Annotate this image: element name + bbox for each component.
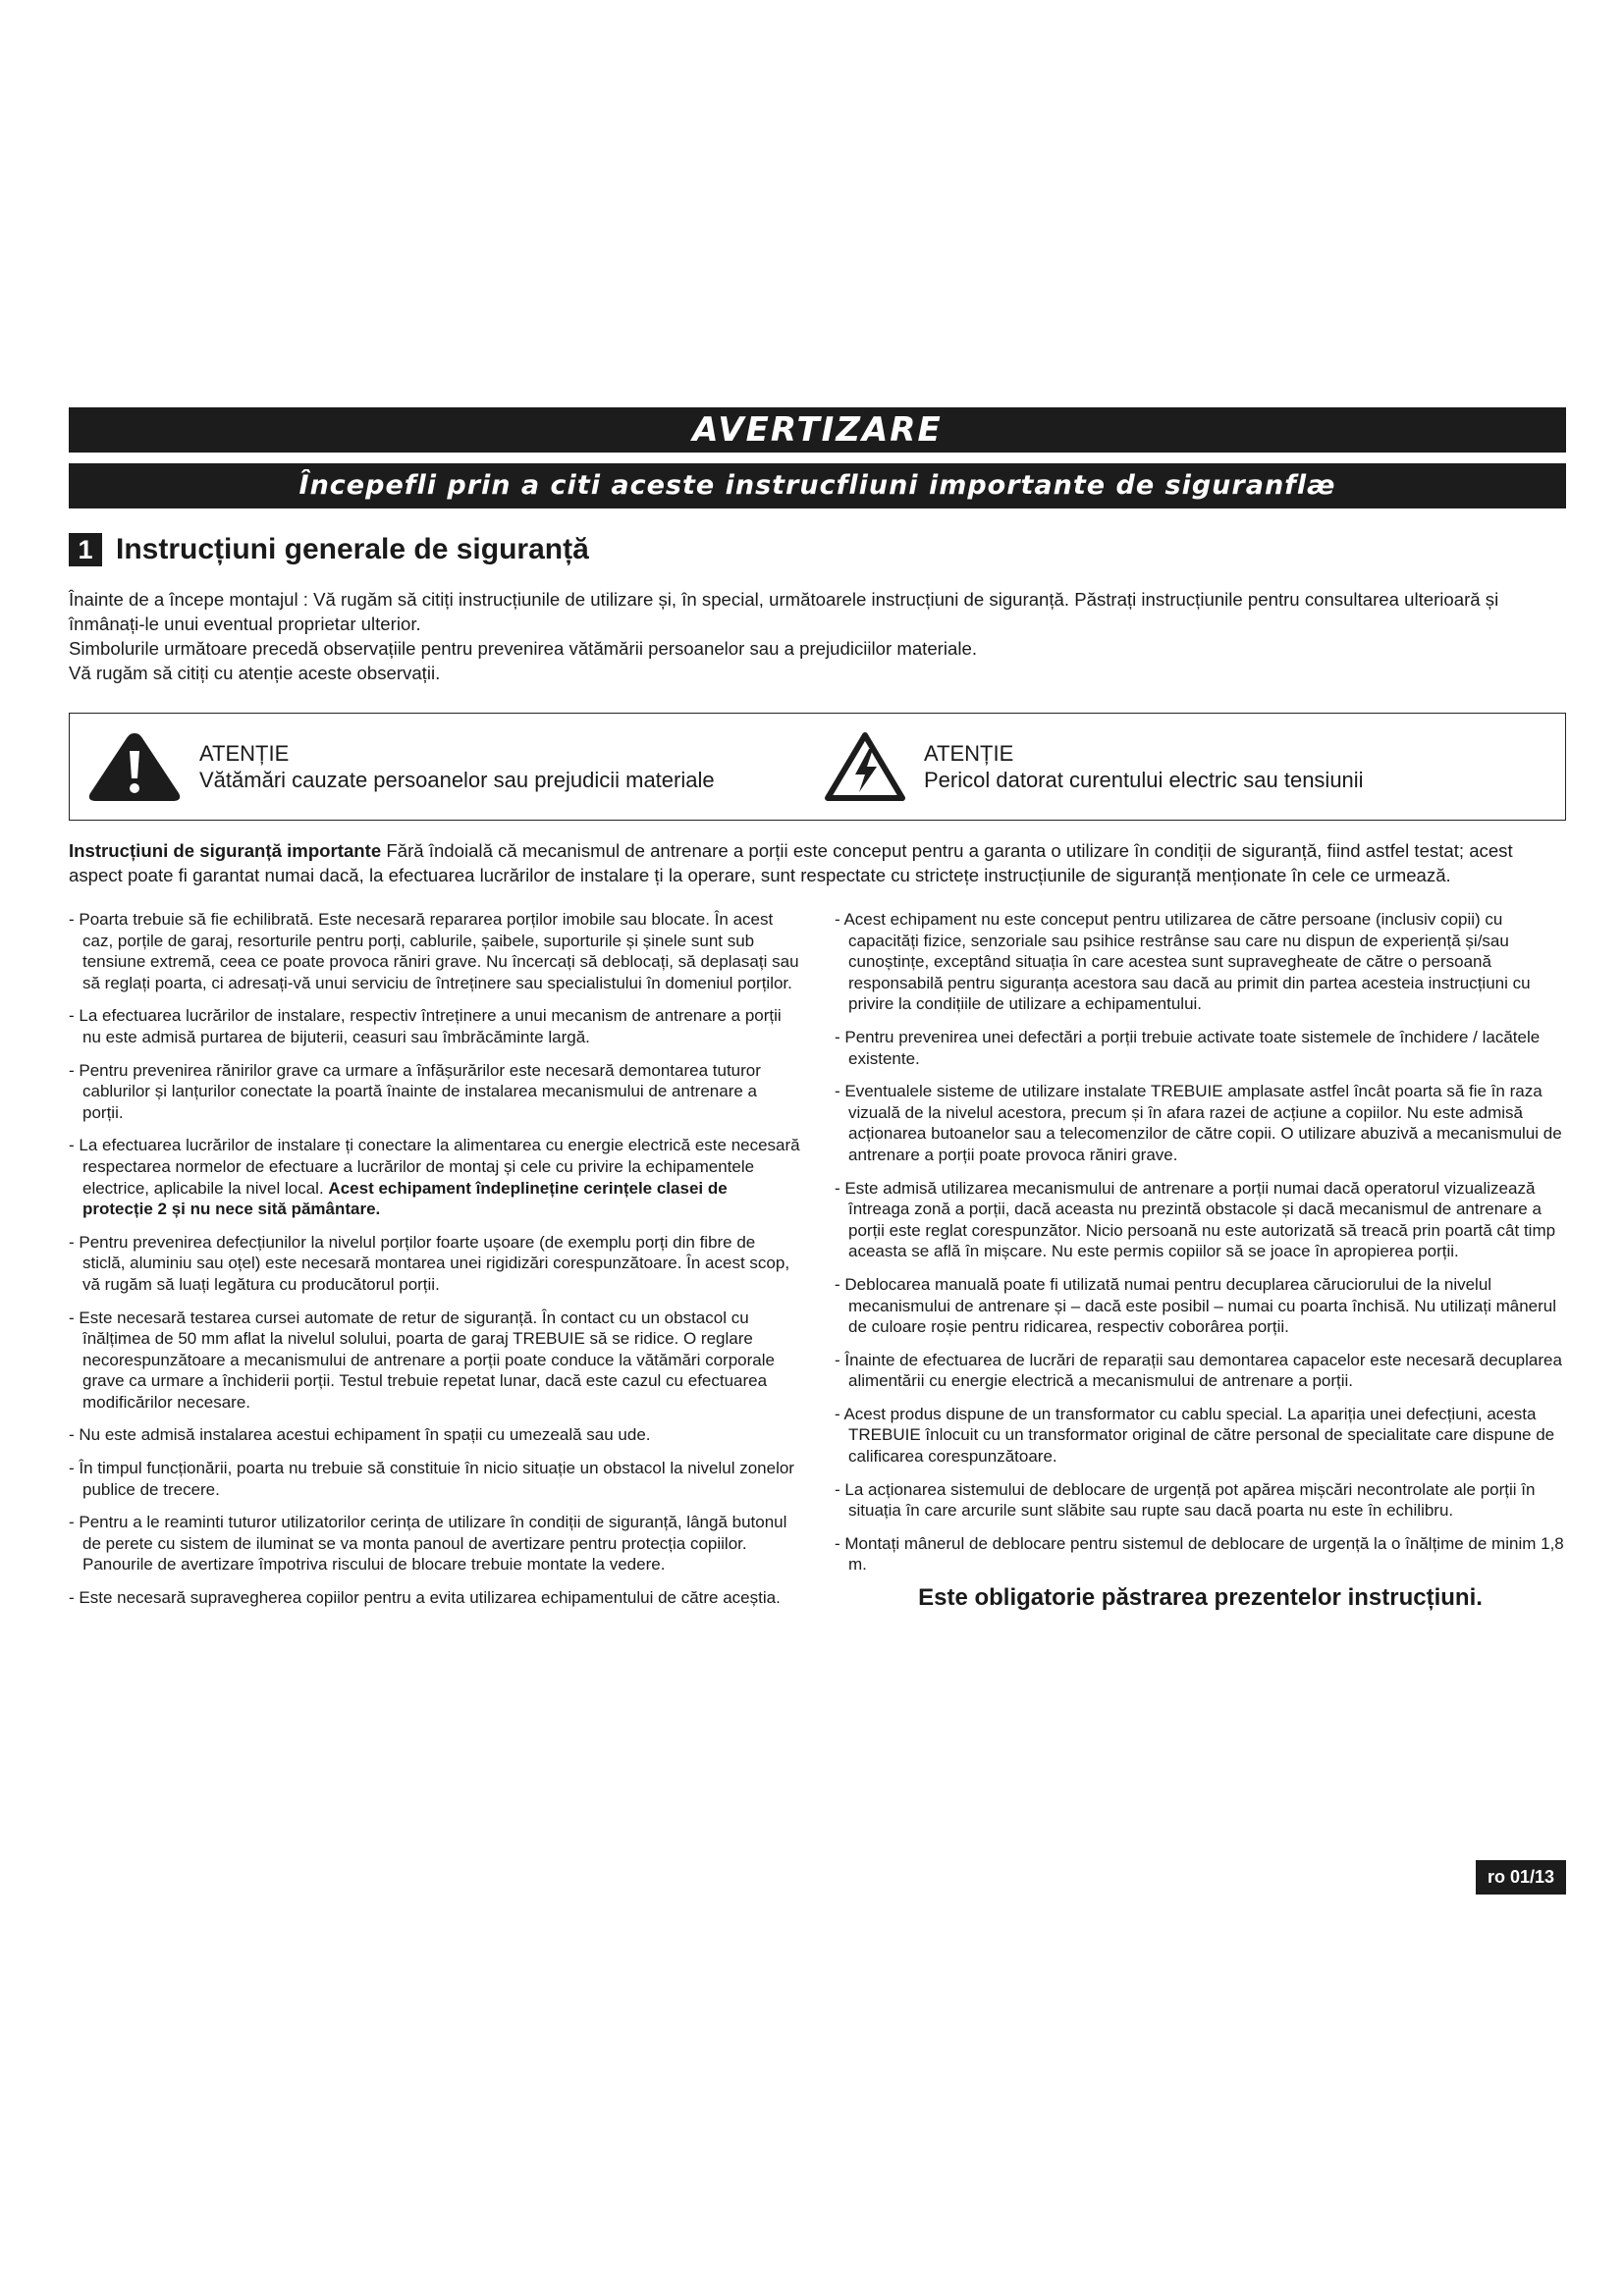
warning-electric-label: ATENȚIE <box>924 741 1014 766</box>
important-text: Fără îndoială că mecanismul de antrenare a porții este conceput pentru a garanta o utilizare în condiții de siguranță, fiind astfel testat; acest aspect poate fi garantat numai dacă, la efectuarea lucrărilor de instalare ți la operare, sunt respectate cu strictețe instrucțiunile de siguranță menționate în cele ce urmează. <box>69 840 1513 885</box>
warning-general-label: ATENȚIE <box>199 741 290 766</box>
list-item: - Montați mânerul de deblocare pentru sistemul de deblocare de urgență la o înălțime de minim 1,8 m. <box>835 1533 1564 1575</box>
list-item: - Pentru a le reaminti tuturor utilizatorilor cerința de utilizare în condiții de siguranță, lângă butonul de perete cu sistem de iluminat se va monta panoul de avertizare pentru protecția copiilor. Panourile de avertizare împotriva riscului de blocare trebuie montate la vedere. <box>69 1513 787 1575</box>
left-column <box>69 909 800 1621</box>
list-item: - Pentru prevenirea rănirilor grave ca urmare a înfășurărilor este necesară demontarea tuturor cablurilor și lanțurilor conectate la poartă înainte de instalarea mecanismului de antrenare a porții. <box>69 1060 761 1122</box>
list-item: - La acționarea sistemului de deblocare de urgență pot apărea mișcări necontrolate ale porții în situația în care arcurile sunt slăbite sau rupte sau dacă poarta nu este în echilibru. <box>835 1479 1536 1521</box>
warning-electric <box>824 731 1364 802</box>
exclamation-triangle-icon <box>87 731 182 802</box>
intro-paragraph-1: Înainte de a începe montajul : Vă rugăm să citiți instrucțiunile de utilizare și, în special, următoarele instrucțiuni de siguranță. Păstrați instrucțiunile pentru consultarea ulterioară și înmânați-le unui eventual proprietar ulterior. <box>69 589 1499 634</box>
intro-text <box>69 587 1566 685</box>
list-item: - Este necesară testarea cursei automate de retur de siguranță. În contact cu un obstacol cu înălțimea de 50 mm aflat la nivelul solului, poarta de garaj TREBUIE să se ridice. O reglare necorespunzătoare a mecanismului de antrenare a porții poate conduce la vătămări corporale grave ca urmare a închiderii porții. Testul trebuie repetat lunar, dacă este cazul cu efectuarea modificărilor necesare. <box>69 1308 775 1412</box>
section-title: Instrucțiuni generale de siguranță <box>116 533 589 565</box>
intro-paragraph-2: Simbolurile următoare precedă observațiile pentru prevenirea vătămării persoanelor sau a prejudiciilor materiale. <box>69 638 977 659</box>
important-lead: Instrucțiuni de siguranță importante <box>69 840 382 861</box>
important-instructions <box>69 838 1566 887</box>
list-item: - Este admisă utilizarea mecanismului de antrenare a porții numai dacă operatorul vizualizează întreaga zonă a porții, dacă aceasta nu prezintă obstacole și dacă mecanismul de antrenare a porții este reglat corespunzător. Nicio persoană nu este autorizată să treacă prin poartă cât timp aceasta se află în mișcare. Nu este permis copiilor să se joace în apropierea porții. <box>835 1178 1556 1261</box>
list-item: - Eventualele sisteme de utilizare instalate TREBUIE amplasate astfel încât poarta să fie în raza vizuală de la nivelul acestora, precum și în afara razei de acțiune a copiilor. Nu este admisă acționarea butoanelor sau a telecomenzilor de către copii. O utilizare abuzivă a mecanismului de antrenare a porții poate provoca răniri grave. <box>835 1082 1562 1164</box>
intro-paragraph-3: Vă rugăm să citiți cu atenție aceste observații. <box>69 663 441 683</box>
page-number: ro 01/13 <box>1476 1860 1566 1895</box>
lightning-triangle-icon <box>824 731 906 802</box>
list-item <box>69 1135 800 1219</box>
section-number: 1 <box>69 533 102 566</box>
warning-subtitle-bar: Începefli prin a citi aceste instrucfliuni importante de siguranflæ <box>69 463 1566 508</box>
list-item: - Înainte de efectuarea de lucrări de reparații sau demontarea capacelor este necesară decuplarea alimentării cu energie electrică a mecanismului de antrenare a porții. <box>835 1350 1562 1391</box>
list-item-bold: Acest echipament îndeplineține cerințele clasei de protecție 2 și nu nece sită pământare. <box>82 1178 728 1219</box>
list-item: - Nu este admisă instalarea acestui echipament în spații cu umezeală sau ude. <box>69 1425 651 1445</box>
list-item: - Poarta trebuie să fie echilibrată. Este necesară repararea porților imobile sau blocate. În acest caz, porțile de garaj, resorturile pentru porți, cablurile, șaibele, suporturile și șinele sunt sub tensiune extremă, ceea ce poate provoca răniri grave. Nu încercați să deblocați, să deplasați sau să reglați poarta, ci adresați-vă unui serviciu de întreținere sau specialistului în domeniul porților. <box>69 910 799 992</box>
list-item-text: - La efectuarea lucrărilor de instalare ți conectare la alimentarea cu energie electrică este necesară respectarea normelor de efectuare a lucrărilor de montaj și cele cu privire la echipamentele electrice, aplicabile la nivel local. <box>69 1136 800 1198</box>
list-item: - Pentru prevenirea defecțiunilor la nivelul porților foarte ușoare (de exemplu porți din fibre de sticlă, aluminiu sau oțel) este necesară montarea unei rigidizări corespunzătoare. În acest scop, vă rugăm să luați legătura cu producătorul porții. <box>69 1232 790 1294</box>
list-item: - Este necesară supravegherea copiilor pentru a evita utilizarea echipamentului de către aceștia. <box>69 1588 781 1608</box>
list-item: - În timpul funcționării, poarta nu trebuie să constituie în nicio situație un obstacol la nivelul zonelor publice de trecere. <box>69 1459 794 1499</box>
section-heading <box>69 528 1566 571</box>
list-item: - Pentru prevenirea unei defectări a porții trebuie activate toate sistemele de închidere / lacătele existente. <box>835 1027 1541 1068</box>
warning-title-bar: AVERTIZARE <box>69 407 1566 453</box>
warning-electric-text: Pericol datorat curentului electric sau tensiunii <box>924 768 1364 792</box>
list-item: - Deblocarea manuală poate fi utilizată numai pentru decuplarea căruciorului de la nivelul mecanismului de antrenare și – dacă este posibil – numai cu poarta închisă. Nu utilizați mânerul de culoare roșie pentru ridicarea, respectiv coborârea porții. <box>835 1274 1556 1337</box>
warning-general-text: Vătămări cauzate persoanelor sau prejudicii materiale <box>199 768 715 792</box>
warning-symbols-box <box>69 713 1566 821</box>
closing-statement: Este obligatorie păstrarea prezentelor instrucțiuni. <box>918 1584 1483 1612</box>
instruction-columns <box>69 909 1566 1621</box>
right-column <box>835 909 1566 1621</box>
document-page <box>69 407 1566 1887</box>
list-item: - La efectuarea lucrărilor de instalare, respectiv întreținere a unui mecanism de antrenare a porții nu este admisă purtarea de bijuterii, ceasuri sau îmbrăcăminte largă. <box>69 1006 782 1046</box>
list-item: - Acest echipament nu este conceput pentru utilizarea de către persoane (inclusiv copii) cu capacități fizice, senzoriale sau psihice restrânse sau care nu dispun de experiență și/sau cunoștințe, exceptând situația în care acestea sunt supravegheate de către o persoană responsabilă pentru siguranța acestora sau dacă au primit din partea acesteia instrucțiuni cu privire la condițiile de utilizare a echipamentului. <box>835 910 1531 1014</box>
list-item: - Acest produs dispune de un transformator cu cablu special. La apariția unei defecțiuni, acesta TREBUIE înlocuit cu un transformator original de către personal de specialitate care dispune de calificarea corespunzătoare. <box>835 1404 1555 1467</box>
warning-general <box>87 731 715 802</box>
